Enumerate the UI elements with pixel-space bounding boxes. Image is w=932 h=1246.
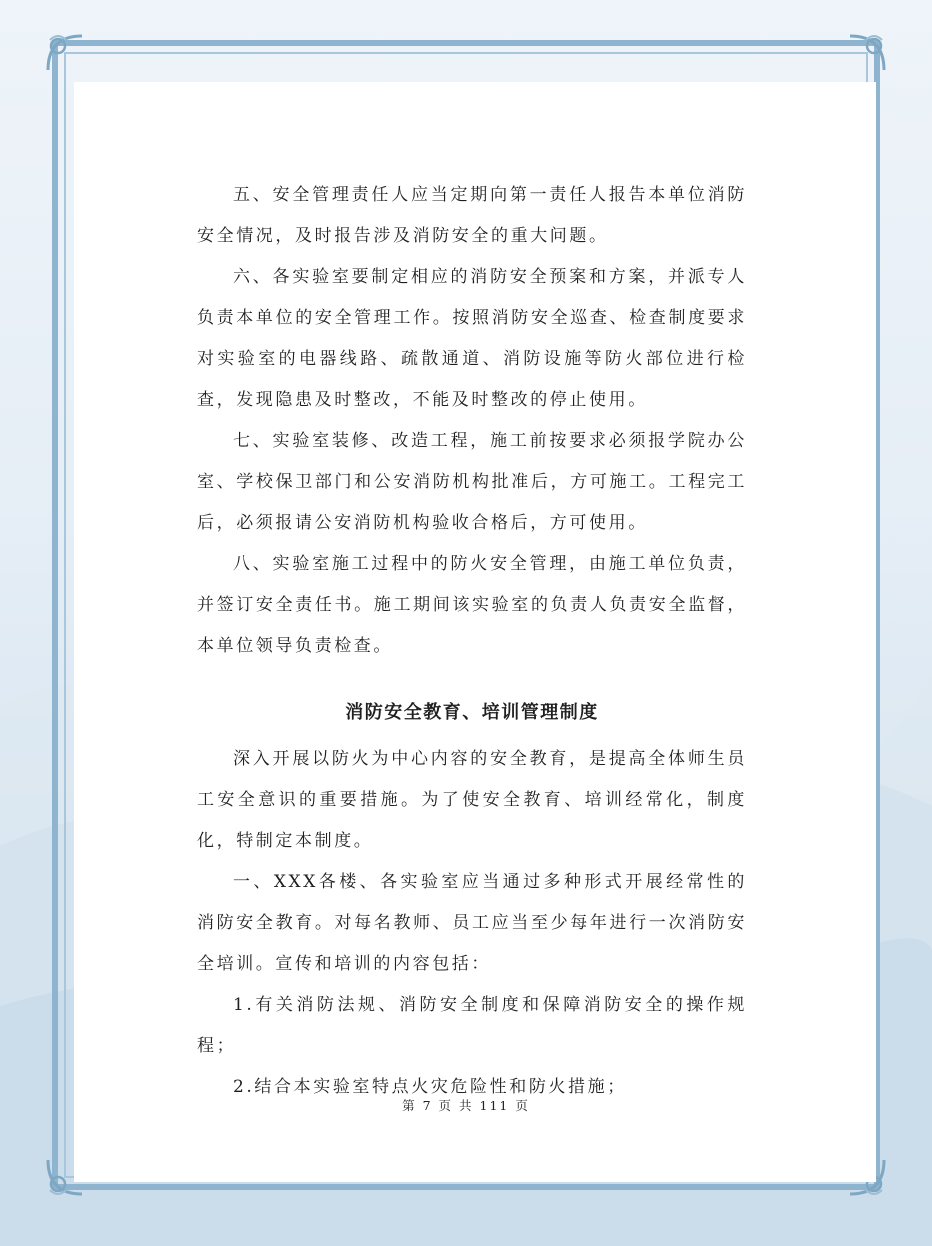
corner-ornament-icon [842, 28, 892, 78]
section-heading: 消防安全教育、培训管理制度 [345, 702, 599, 723]
paragraph: 六、各实验室要制定相应的消防安全预案和方案，并派专人负责本单位的安全管理工作。按照消防安全巡查、检查制度要求对实验室的电器线路、疏散通道、消防设施等防火部位进行检查，发现隐患及时整改，不能及时整改的停止使用。 [197, 267, 747, 410]
paragraph: 五、安全管理责任人应当定期向第一责任人报告本单位消防安全情况，及时报告涉及消防安全的重大问题。 [197, 185, 747, 246]
list-item: 1.有关消防法规、消防安全制度和保障消防安全的操作规程； [197, 995, 747, 1056]
paragraph: 一、XXX各楼、各实验室应当通过多种形式开展经常性的消防安全教育。对每名教师、员工应当至少每年进行一次消防安全培训。宣传和培训的内容包括： [197, 872, 747, 974]
paragraph: 七、实验室装修、改造工程，施工前按要求必须报学院办公室、学校保卫部门和公安消防机构批准后，方可施工。工程完工后，必须报请公安消防机构验收合格后，方可使用。 [197, 431, 747, 533]
paragraph: 八、实验室施工过程中的防火安全管理，由施工单位负责，并签订安全责任书。施工期间该实验室的负责人负责安全监督，本单位领导负责检查。 [197, 554, 747, 656]
page-number: 第 7 页 共 111 页 [402, 1098, 530, 1113]
list-item: 2.结合本实验室特点火灾危险性和防火措施； [233, 1077, 627, 1097]
corner-ornament-icon [40, 28, 90, 78]
document-body [197, 175, 747, 1108]
paragraph: 深入开展以防火为中心内容的安全教育，是提高全体师生员工安全意识的重要措施。为了使安全教育、培训经常化，制度化，特制定本制度。 [197, 749, 747, 851]
